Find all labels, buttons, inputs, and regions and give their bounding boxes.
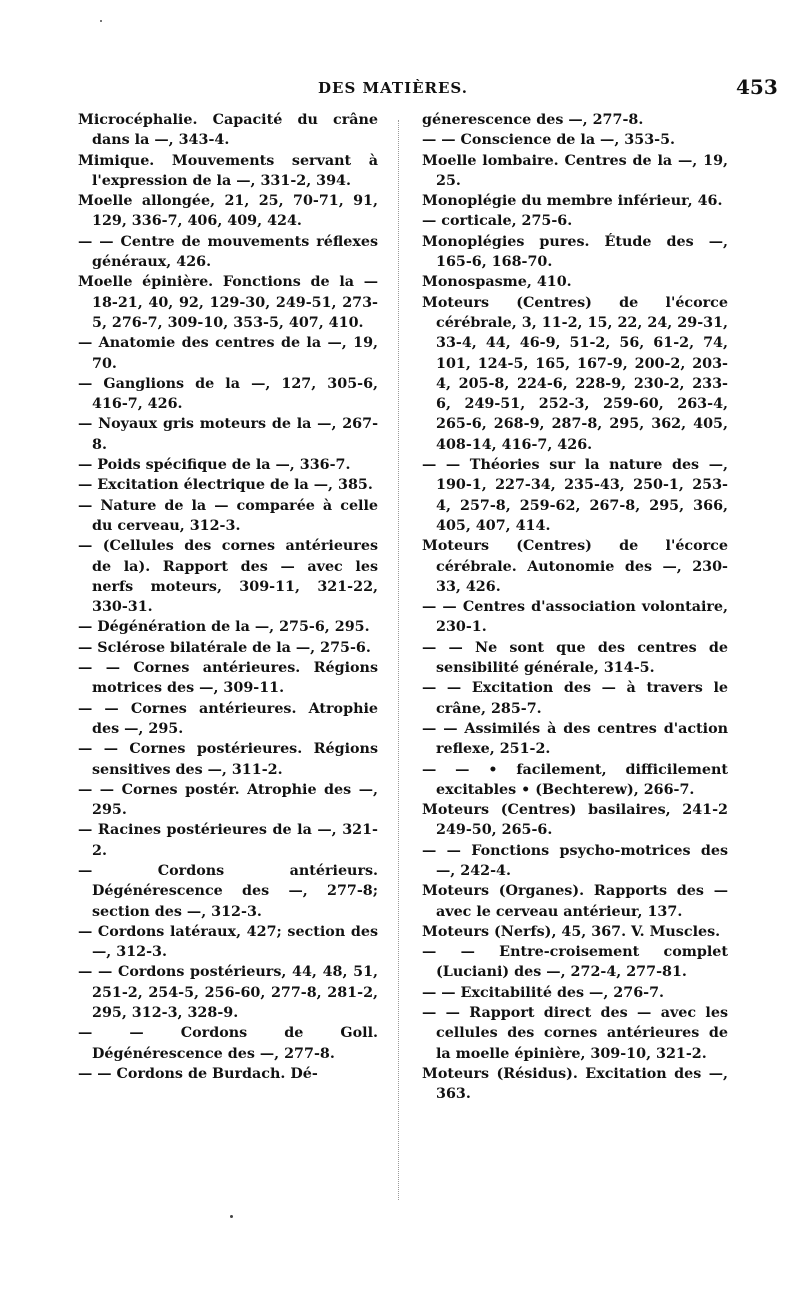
index-entry: — — • facilement, difficilement excitables • (Bechterew), 266-7. xyxy=(422,761,728,798)
index-entry: — Racines postérieures de la —, 321-2. xyxy=(78,822,378,859)
index-entry: Monoplégie du membre inférieur, 46. xyxy=(422,193,723,210)
index-entry: Moelle lombaire. Centres de la —, 19, 25. xyxy=(422,152,728,189)
index-entry: Monospasme, 410. xyxy=(422,274,572,291)
index-entry: génerescence des —, 277-8. xyxy=(422,112,644,128)
page-header-title: DES MATIÈRES. xyxy=(318,79,468,97)
index-entry: Moteurs (Centres) basilaires, 241-2 249-50, 265-6. xyxy=(422,802,728,839)
index-entry: — — Conscience de la —, 353-5. xyxy=(422,132,676,149)
index-entry: — Sclérose bilatérale de la —, 275-6. xyxy=(78,639,371,656)
index-entry: — — Cordons postérieurs, 44, 48, 51, 251-2, 254-5, 256-60, 277-8, 281-2, 295, 312-3, 328-9. xyxy=(78,964,378,1022)
index-entry: — — Assimilés à des centres d'action reflexe, 251-2. xyxy=(422,720,728,758)
index-entry: Moteurs (Centres) de l'écorce cérébrale, 3, 11-2, 15, 22, 24, 29-31, 33-4, 44, 46-9, 51-2, 56, 61-2, 74, 101, 124-5, 165, 167-9, 200-2, 203-4, 205-8, 224-6, 228-9, 230-2, 233-6, 249-51, 252-3, 259-60, 263-4, 265-6, 268-9, 287-8, 295, 362, 405, 408-14, 416-7, 426. xyxy=(422,294,728,453)
print-speck xyxy=(100,20,102,22)
index-entry: — — Cornes postér. Atrophie des —, 295. xyxy=(78,781,378,819)
index-entry: — — Rapport direct des — avec les cellules des cornes antérieures de la moelle épinière, 309-10, 321-2. xyxy=(422,1005,728,1062)
index-column-left xyxy=(78,110,378,1084)
index-entry: — Poids spécifique de la —, 336-7. xyxy=(78,457,351,474)
index-entry: — (Cellules des cornes antérieures de la). Rapport des — avec les nerfs moteurs, 309-11, 321-22, 330-31. xyxy=(78,538,378,616)
index-entry: Moteurs (Résidus). Excitation des —, 363. xyxy=(422,1065,728,1103)
index-entry: — — Cornes antérieures. Régions motrices des —, 309-11. xyxy=(78,660,378,697)
index-entry: — — Entre-croisement complet (Luciani) des —, 272-4, 277-81. xyxy=(422,944,728,981)
index-entry: — Excitation électrique de la —, 385. xyxy=(78,477,373,494)
column-divider xyxy=(398,120,400,1200)
index-column-right xyxy=(422,110,728,1105)
index-entry: — Cordons latéraux, 427; section des —, 312-3. xyxy=(78,923,378,961)
index-entry: Mimique. Mouvements servant à l'expression de la —, 331-2, 394. xyxy=(78,152,378,189)
index-entry: Monoplégies pures. Étude des —, 165-6, 168-70. xyxy=(422,233,728,271)
index-entry: — — Ne sont que des centres de sensibilité générale, 314-5. xyxy=(422,639,728,677)
index-entry: — — Cordons de Burdach. Dé- xyxy=(78,1065,318,1082)
index-entry: Moteurs (Nerfs), 45, 367. V. Muscles. xyxy=(422,923,721,940)
index-entry: — Nature de la — comparée à celle du cerveau, 312-3. xyxy=(78,497,378,534)
index-entry: — — Excitabilité des —, 276-7. xyxy=(422,984,665,1001)
index-entry: — — Centres d'association volontaire, 230-1. xyxy=(422,599,728,636)
index-entry: Moteurs (Organes). Rapports des — avec le cerveau antérieur, 137. xyxy=(422,883,728,920)
index-entry: Microcéphalie. Capacité du crâne dans la —, 343-4. xyxy=(78,112,378,149)
index-entry: — Anatomie des centres de la —, 19, 70. xyxy=(78,335,378,372)
index-entry: — — Cornes postérieures. Régions sensitives des —, 311-2. xyxy=(78,741,378,778)
index-entry: — Dégénération de la —, 275-6, 295. xyxy=(78,619,370,636)
index-entry: — Cordons antérieurs. Dégénérescence des —, 277-8; section des —, 312-3. xyxy=(78,862,378,920)
index-entry: — — Excitation des — à travers le crâne, 285-7. xyxy=(422,680,728,717)
index-entry: — — Cornes antérieures. Atrophie des —, 295. xyxy=(78,700,378,737)
page-number: 453 xyxy=(736,75,778,99)
index-entry: Moteurs (Centres) de l'écorce cérébrale. Autonomie des —, 230-33, 426. xyxy=(422,538,728,595)
index-entry: — — Centre de mouvements réflexes généraux, 426. xyxy=(78,233,378,271)
index-entry: — Ganglions de la —, 127, 305-6, 416-7, 426. xyxy=(78,375,378,413)
print-speck xyxy=(230,1215,233,1218)
running-head xyxy=(0,75,800,105)
index-entry: — — Théories sur la nature des —, 190-1, 227-34, 235-43, 250-1, 253-4, 257-8, 259-62, 267-8, 295, 366, 405, 407, 414. xyxy=(422,457,728,534)
index-entry: Moelle épinière. Fonctions de la — 18-21, 40, 92, 129-30, 249-51, 273-5, 276-7, 309-10, 353-5, 407, 410. xyxy=(78,274,378,331)
index-entry: — Noyaux gris moteurs de la —, 267-8. xyxy=(78,416,378,453)
index-entry: Moelle allongée, 21, 25, 70-71, 91, 129, 336-7, 406, 409, 424. xyxy=(78,193,378,230)
index-entry: — — Fonctions psycho-motrices des —, 242-4. xyxy=(422,842,728,879)
index-entry: — — Cordons de Goll. Dégénérescence des —, 277-8. xyxy=(78,1025,378,1062)
index-entry: — corticale, 275-6. xyxy=(422,213,573,230)
